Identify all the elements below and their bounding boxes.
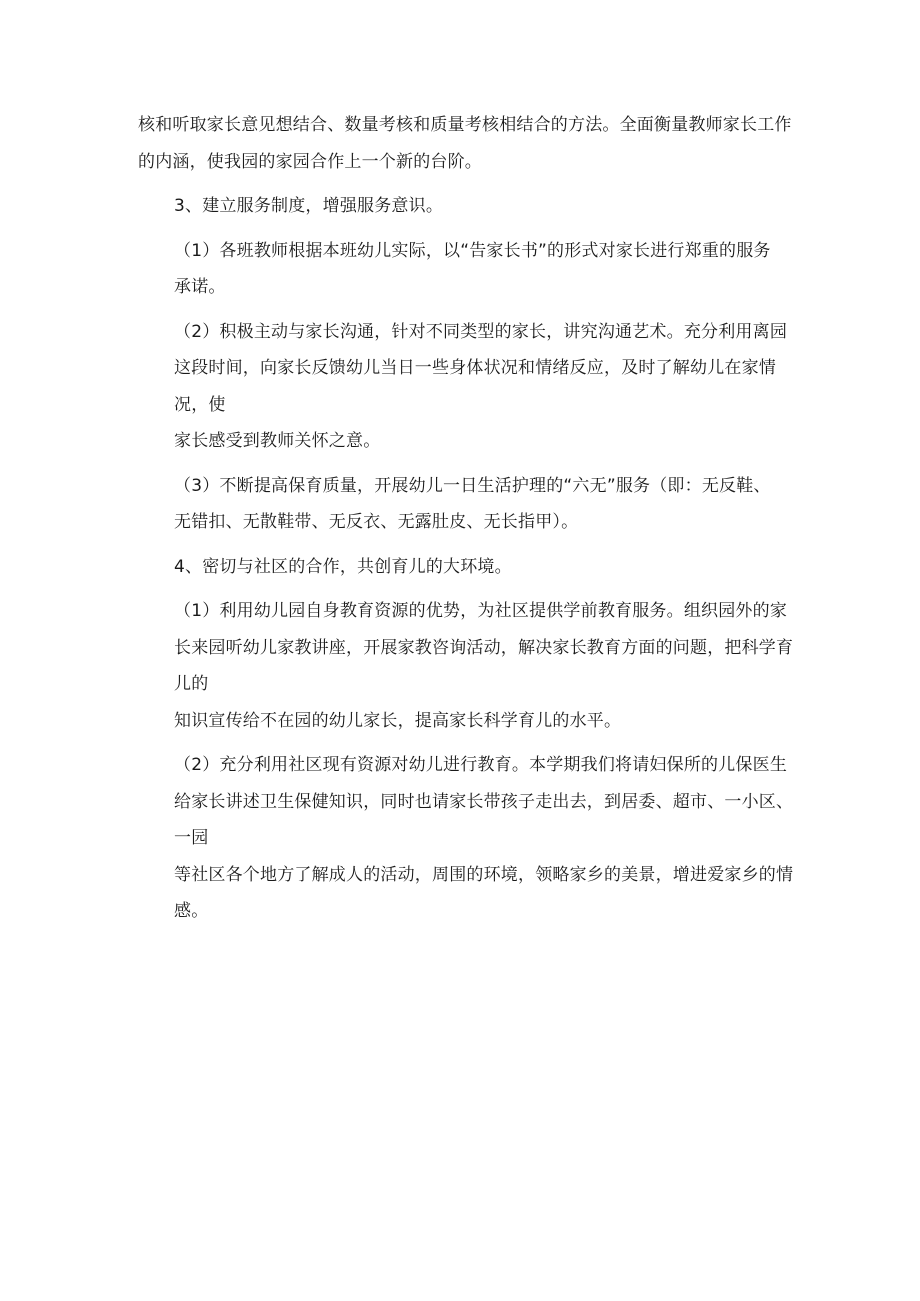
section-4-item-2: （2）充分利用社区现有资源对幼儿进行教育。本学期我们将请妇保所的儿保医生 给家长讲述卫生保健知识，同时也请家长带孩子走出去，到居委、超市、一小区、一园 等社区各个地方了解成人的活动，周围的环境，领略家乡的美景，增进爱家乡的情感。 [174,755,794,921]
paragraph-intro-continuation: 核和听取家长意见想结合、数量考核和质量考核相结合的方法。全面衡量教师家长工作 的内涵，使我园的家园合作上一个新的台阶。 [138,115,792,172]
paragraph-gap [138,306,798,314]
paragraph-gap [138,541,798,549]
section-4-item-1: （1）利用幼儿园自身教育资源的优势，为社区提供学前教育服务。组织园外的家 长来园听幼儿家教讲座，开展家教咨询活动，解决家长教育方面的问题，把科学育儿的 知识宣传给不在园的幼儿家长，提高家长科学育儿的水平。 [174,601,794,731]
section-3-item-2: （2）积极主动与家长沟通，针对不同类型的家长，讲究沟通艺术。充分利用离园 这段时间，向家长反馈幼儿当日一些身体状况和情绪反应，及时了解幼儿在家情况，使 家长感受到教师关怀之意。 [174,321,788,451]
section-4-heading: 4、密切与社区的合作，共创育儿的大环境。 [174,556,512,577]
paragraph-gap [138,739,798,747]
paragraph-gap [138,180,798,188]
section-3-item-3: （3）不断提高保育质量，开展幼儿一日生活护理的“六无”服务（即：无反鞋、 无错扣、无散鞋带、无反衣、无露肚皮、无长指甲）。 [174,475,771,532]
paragraph-gap [138,585,798,593]
paragraph-gap [138,460,798,468]
section-3-heading: 3、建立服务制度，增强服务意识。 [174,196,444,216]
paragraph-gap [138,225,798,233]
section-3-item-1: （1）各班教师根据本班幼儿实际，以“告家长书”的形式对家长进行郑重的服务 承诺。 [174,240,771,297]
document-page [138,107,798,930]
